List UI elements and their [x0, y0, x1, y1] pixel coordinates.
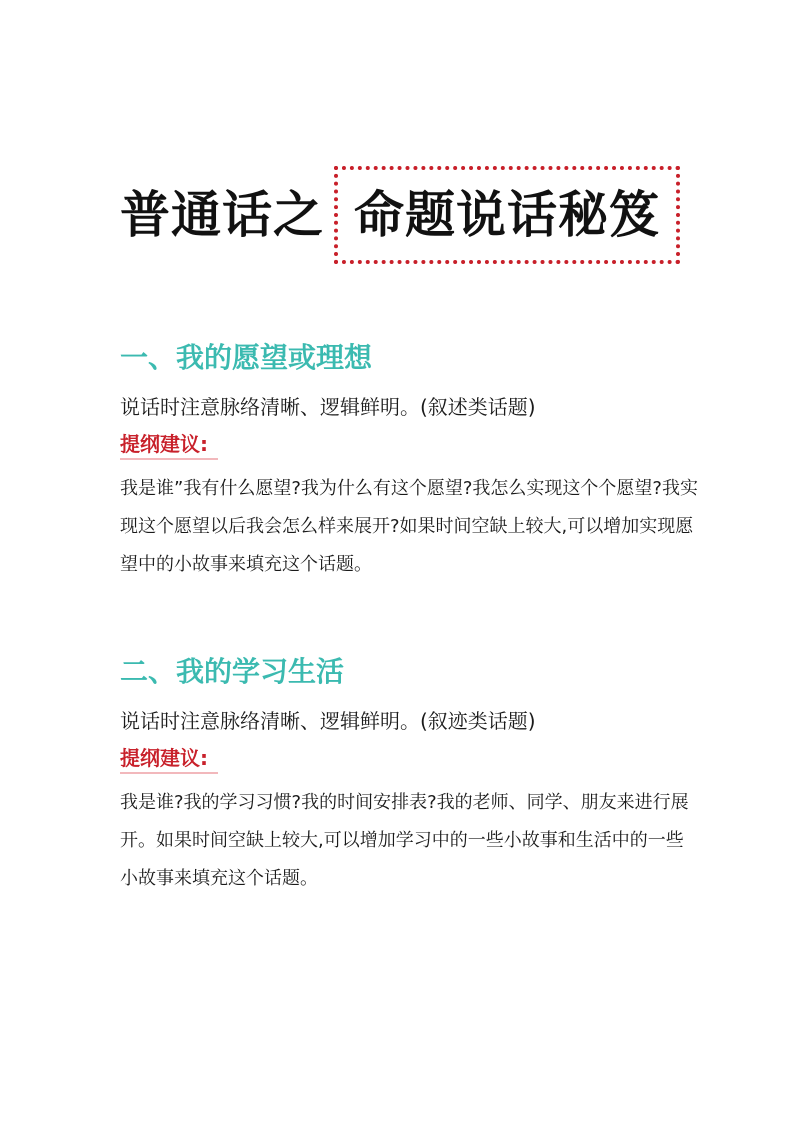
title-boxed-text: 命题说话秘笈	[334, 166, 680, 264]
title-plain-text: 普通话之	[120, 186, 324, 244]
section-heading: 二、我的学习生活	[120, 655, 345, 688]
section-intro: 说话时注意脉络清晰、逻辑鲜明。(叙述类话题)	[120, 395, 536, 419]
section-study-life	[120, 652, 700, 898]
section-intro: 说话时注意脉络清晰、逻辑鲜明。(叙迹类话题)	[120, 709, 536, 733]
section-heading: 一、我的愿望或理想	[120, 341, 373, 374]
section-wish	[120, 338, 700, 584]
section-body: 我是谁?我的学习习惯?我的时间安排表?我的老师、同学、朋友来进行展开。如果时间空缺上较大,可以增加学习中的一些小故事和生活中的一些小故事来填充这个话题。	[120, 792, 689, 889]
outline-label: 提纲建议:	[120, 430, 218, 460]
page-title	[120, 165, 680, 265]
outline-label: 提纲建议:	[120, 744, 218, 774]
section-body: 我是谁”我有什么愿望?我为什么有这个愿望?我怎么实现这个个愿望?我实现这个愿望以后我会怎么样来展开?如果时间空缺上较大,可以增加实现愿望中的小故事来填充这个话题。	[120, 478, 698, 575]
